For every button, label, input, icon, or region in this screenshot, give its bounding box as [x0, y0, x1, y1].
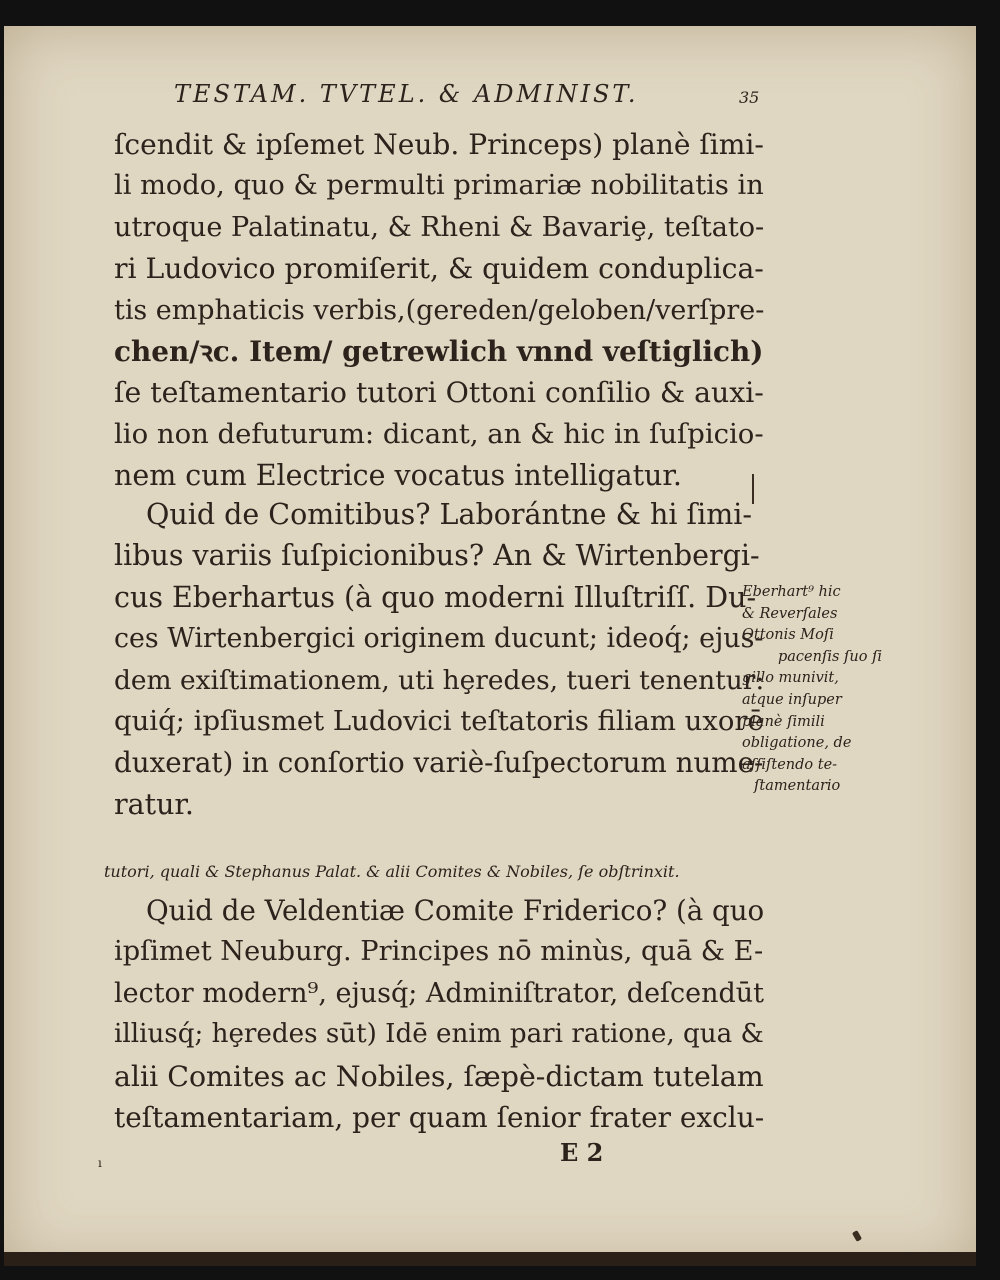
text-line: ces Wirtenbergici originem ducunt; ideoq́; ejus- — [114, 623, 764, 655]
text-line: ſcendit & ipſemet Neub. Princeps) planè ſimi- — [114, 128, 764, 161]
text-line: Quid de Veldentiæ Comite Friderico? (à quo — [146, 894, 765, 927]
text-line: duxerat) in conſortio variè-ſuſpectorum nume- — [114, 746, 764, 780]
text-line: li modo, quo & permulti primariæ nobilitatis in — [114, 170, 764, 202]
margin-note-line: Eberhart⁹ hic — [742, 584, 841, 600]
text-line: libus variis ſuſpicionibus? An & Wirtenbergi- — [114, 539, 760, 573]
paragraph-2 — [114, 494, 769, 825]
ink-mark — [852, 1230, 862, 1242]
text-line: cus Eberhartus (à quo moderni Illuſtriſſ. Du- — [114, 580, 757, 614]
margin-note-line: & Reverſales — [742, 605, 838, 622]
margin-note-line: pacenſis ſuo ſi — [778, 648, 883, 665]
ink-mark: ı — [98, 1156, 102, 1170]
text-line: illiusq́; hȩredes sūt) Idē enim pari ratione, qua & — [114, 1019, 764, 1050]
signature-mark: E 2 — [560, 1138, 604, 1167]
margin-note-line: ſtamentario — [754, 778, 841, 795]
margin-note-line: aſſiſtendo te- — [742, 756, 838, 773]
margin-note-line: obligatione, de — [742, 735, 852, 752]
text-line: Quid de Comitibus? Laborántne & hi ſimi- — [146, 498, 752, 531]
margin-note-line: gillo munivit, — [742, 670, 839, 687]
paragraph-1 — [114, 124, 769, 497]
margin-note-continuation: tutori, quali & Stephanus Palat. & alii Comites & Nobiles, ſe obſtrinxit. — [104, 862, 680, 881]
text-line: ri Ludovico promiſerit, & quidem conduplica- — [114, 252, 764, 286]
text-line: ſe teſtamentario tutori Ottoni conſilio & auxi- — [114, 376, 764, 410]
margin-note-line: atque inſuper — [742, 691, 842, 708]
margin-note — [742, 582, 882, 798]
text-line-german: chen/ꝛc. Item/ getrewlich vnnd veſtiglich) — [114, 334, 764, 368]
paragraph-3 — [114, 890, 769, 1138]
text-line: ratur. — [114, 787, 194, 821]
margin-note-line: planè ſimili — [742, 713, 825, 730]
text-line: lector modern⁹, ejusq́; Adminiſtrator, deſcendūt — [114, 977, 764, 1009]
book-page — [4, 26, 976, 1266]
running-header: TESTAM. TVTEL. & ADMINIST. — [174, 80, 639, 108]
text-line: utroque Palatinatu, & Rheni & Bavariȩ, teſtato- — [114, 211, 765, 243]
text-line: ipſimet Neuburg. Principes nō minùs, quā & E- — [114, 936, 764, 968]
text-line: alii Comites ac Nobiles, ſæpè-dictam tutelam — [114, 1059, 764, 1093]
margin-note-line: Ottonis Moſi — [742, 627, 834, 644]
text-line: quiq́; ipſiusmet Ludovici teſtatoris filiam uxorē — [114, 704, 764, 737]
text-line: lio non defuturum: dicant, an & hic in ſuſpicio- — [114, 417, 764, 450]
page-number: 35 — [739, 88, 760, 107]
text-line: nem cum Electrice vocatus intelligatur. — [114, 459, 682, 493]
text-line: dem exiſtimationem, uti hȩredes, tueri tenentur: — [114, 664, 765, 696]
text-line: tis emphaticis verbis,(gereden/geloben/verſpre- — [114, 294, 765, 326]
text-line: teſtamentariam, per quam ſenior frater exclu- — [114, 1100, 765, 1134]
